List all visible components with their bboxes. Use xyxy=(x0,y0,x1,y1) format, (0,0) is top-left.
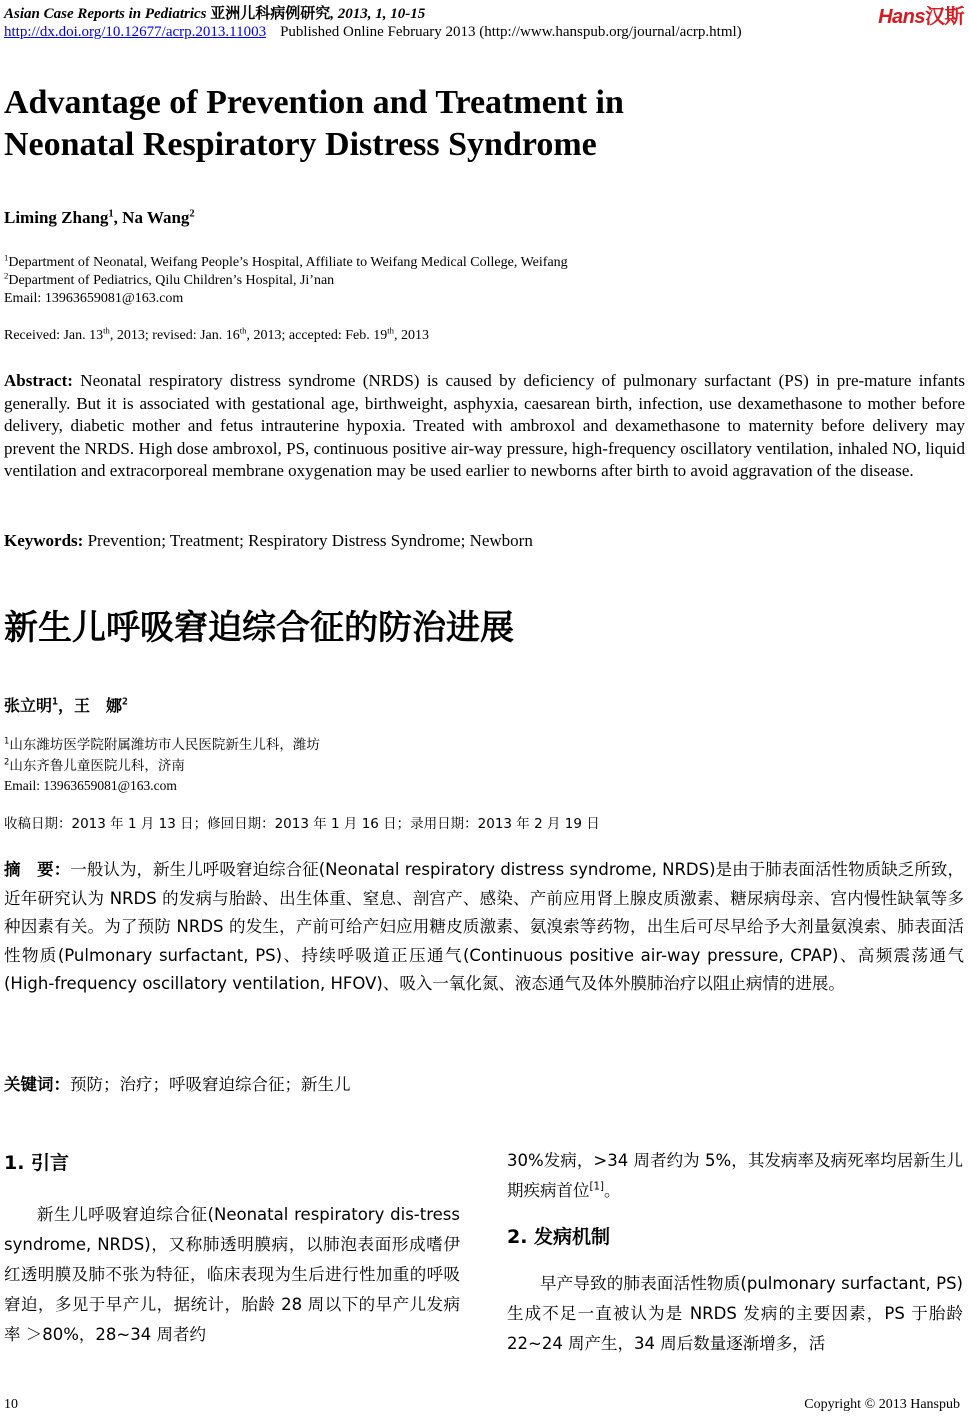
author-name: Na Wang xyxy=(122,208,190,227)
affiliation-text-cn: 山东齐鲁儿童医院儿科，济南 xyxy=(9,758,185,774)
abstract-label-cn: 摘 要： xyxy=(4,860,71,879)
keywords-cn xyxy=(4,1071,351,1095)
section-2-paragraph: 早产导致的肺表面活性物质(pulmonary surfactant, PS)生成不足一直被认为是 NRDS 发病的主要因素，PS 于胎龄 22~24 周产生，34 周后数量逐渐增多，活 xyxy=(507,1274,963,1353)
journal-issue: , 2013, 1, 10-15 xyxy=(330,6,426,22)
title-line-2: Neonatal Respiratory Distress Syndrome xyxy=(4,126,597,163)
right-column-paragraph xyxy=(507,1146,963,1206)
abstract-cn xyxy=(4,856,964,999)
section-1-paragraph: 新生儿呼吸窘迫综合征(Neonatal respiratory dis-tress syndrome, NRDS)，又称肺透明膜病，以肺泡表面形成嗜伊红透明膜及肺不张为特征，临床表现为生后进行性加重的呼吸窘迫，多见于早产儿，据统计，胎龄 28 周以下的早产儿发病率 ＞80%，28~34 周者约 xyxy=(4,1205,460,1344)
section-1-heading: 1. 引言 xyxy=(4,1152,70,1174)
affiliation-sup: 1 xyxy=(4,252,9,263)
affiliation-text: Department of Pediatrics, Qilu Children’s Hospital, Ji’nan xyxy=(8,273,335,288)
paragraph-end: 。 xyxy=(603,1181,621,1200)
abstract-text: Neonatal respiratory distress syndrome (NRDS) is caused by deficiency of pulmonary surfactant (PS) in pre-mature infants generally. But it is associated with gestational age, birthweight, asphyxia, caesarean birth, infection, use dexamethasone to mother before delivery, diabetic mother and fetus intrauterine hypoxia. Treated with ambroxol and dexamethasone to maternity before delivery may prevent the NRDS. High dose ambroxol, PS, continuous positive air-way pressure, high-frequency oscillatory ventilation, inhaled NO, liquid ventilation and extracorporeal membrane oxygenation may be used earlier to newborns after birth to avoid aggravation of the disease. xyxy=(4,371,966,480)
doi-line xyxy=(4,24,742,41)
section-2-heading: 2. 发病机制 xyxy=(507,1226,611,1248)
keywords-text: Prevention; Treatment; Respiratory Distress Syndrome; Newborn xyxy=(87,531,533,550)
logo-text-cn: 汉斯 xyxy=(925,6,964,28)
ordinal-sup: th xyxy=(239,325,247,336)
affiliation-sup: 2 xyxy=(4,270,9,281)
journal-name-cn: 亚洲儿科病例研究 xyxy=(210,6,331,22)
received-date: Received: Jan. 13 xyxy=(4,328,104,343)
affiliation-text: Department of Neonatal, Weifang People’s Hospital, Affiliate to Weifang Medical College, Weifang xyxy=(8,255,568,270)
abstract-label: Abstract: xyxy=(4,371,73,390)
logo-text-en: Hans xyxy=(878,6,925,28)
author-separator: ， xyxy=(57,696,74,715)
received-dates-cn: 收稿日期：2013 年 1 月 13 日；修回日期：2013 年 1 月 16 日；录用日期：2013 年 2 月 19 日 xyxy=(4,816,600,832)
citation-ref: [1] xyxy=(589,1181,604,1193)
publisher-logo xyxy=(878,0,964,29)
author-affil-sup: 2 xyxy=(189,208,195,220)
author-affil-sup: 2 xyxy=(122,696,128,708)
copyright: Copyright © 2013 Hanspub xyxy=(804,1397,960,1412)
affiliation-sup: 2 xyxy=(4,756,10,767)
paper-title-cn: 新生儿呼吸窘迫综合征的防治进展 xyxy=(4,608,514,648)
keywords-label-cn: 关键词： xyxy=(4,1075,70,1094)
paragraph-text: 30%发病，>34 周者约为 5%，其发病率及病死率均居新生儿期疾病首位 xyxy=(507,1151,963,1200)
journal-name: Asian Case Reports in Pediatrics xyxy=(4,6,207,22)
affiliation-text-cn: 山东潍坊医学院附属潍坊市人民医院新生儿科，潍坊 xyxy=(9,737,320,753)
email-cn: Email: 13963659081@163.com xyxy=(4,778,177,793)
accepted-date: , 2013; accepted: Feb. 19 xyxy=(246,328,388,343)
title-line-1: Advantage of Prevention and Treatment in xyxy=(4,84,624,121)
affiliation-sup: 1 xyxy=(4,735,10,746)
author-name-cn: 张立明 xyxy=(4,696,53,715)
journal-header xyxy=(4,2,425,23)
author-list: Liming Zhang$^1$, Na Wang$^2$ xyxy=(4,208,195,227)
author-name: Liming Zhang xyxy=(4,208,109,227)
email: Email: 13963659081@163.com xyxy=(4,291,184,306)
doi-link[interactable]: http://dx.doi.org/10.12677/acrp.2013.11003 xyxy=(4,24,267,40)
page-number: 10 xyxy=(4,1397,18,1412)
abstract-en xyxy=(4,370,965,483)
abstract-text-cn: 一般认为，新生儿呼吸窘迫综合征(Neonatal respiratory distress syndrome, NRDS)是由于肺表面活性物质缺乏所致，近年研究认为 NRDS 的发病与胎龄、出生体重、窒息、剖宫产、感染、产前应用肾上腺皮质激素、糖尿病母亲、宫内慢性缺氧等多种因素有关。为了预防 NRDS 的发生，产前可给产妇应用糖皮质激素、氨溴索等药物，出生后可尽早给予大剂量氨溴索、肺表面活性物质(Pulmonary surfactant, PS)、持续呼吸道正压通气(Continuous positive air-way pressure, CPAP)、高频震荡通气(High-frequency oscillatory ventilation, HFOV)、吸入一氧化氮、液态通气及体外膜肺治疗以阻止病情的进展。 xyxy=(4,860,964,993)
accepted-year: , 2013 xyxy=(394,328,430,343)
author-name-cn: 王 娜 xyxy=(74,696,123,715)
affiliation-1 xyxy=(4,254,568,272)
ordinal-sup: th xyxy=(103,325,110,336)
published-online: Published Online February 2013 (http://www.hanspub.org/journal/acrp.html) xyxy=(280,24,742,40)
author-affil-sup: 1 xyxy=(52,696,58,708)
ordinal-sup: th xyxy=(387,325,395,336)
affiliation-cn-1 xyxy=(4,735,320,755)
keywords-en xyxy=(4,530,965,553)
revised-date: , 2013; revised: Jan. 16 xyxy=(109,328,240,343)
keywords-text-cn: 预防；治疗；呼吸窘迫综合征；新生儿 xyxy=(70,1075,351,1094)
keywords-label: Keywords: xyxy=(4,531,84,550)
author-list-cn xyxy=(4,693,128,716)
affiliation-2 xyxy=(4,272,334,290)
paper-title xyxy=(4,82,904,166)
author-affil-sup: 1 xyxy=(108,208,114,220)
affiliation-cn-2 xyxy=(4,756,185,776)
received-dates xyxy=(4,325,430,344)
